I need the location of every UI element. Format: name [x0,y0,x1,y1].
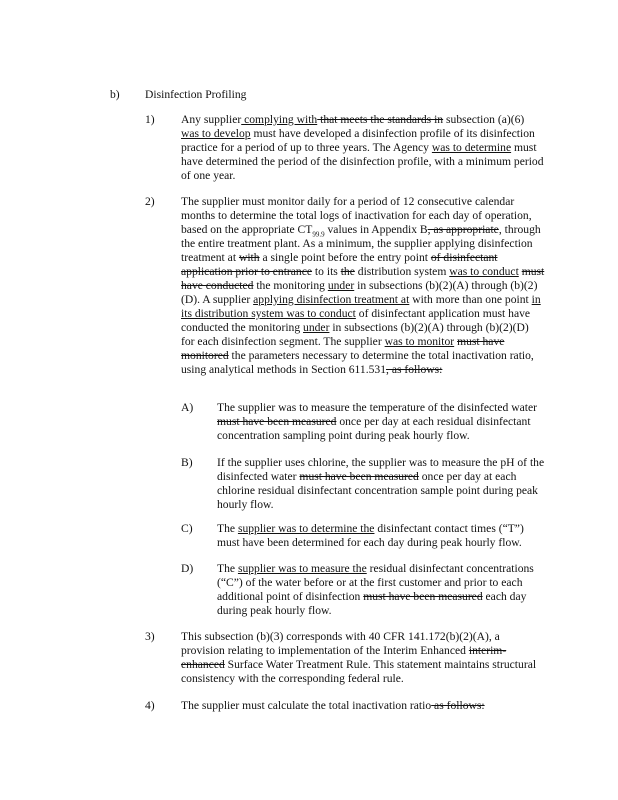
text-run: If the supplier uses chlorine, the supplier was to measure the pH of the disinfected water [217,456,545,483]
deleted-text: must have monitored [181,335,505,362]
inserted-text: under [303,321,330,334]
subitem-number: B) [181,456,193,469]
deleted-text: interim-enhanced [181,644,507,671]
deleted-text: must have conducted [181,265,545,292]
item-number: 3) [145,630,155,643]
text-run: of disinfectant application must have conducted the monitoring [181,307,531,334]
inserted-text: supplier was to determine the [237,522,375,535]
text-run: Any supplier [181,113,242,126]
text-run: once per day at each residual disinfectant concentration sampling point during peak hourly flow. [217,415,531,442]
text-run: Surface Water Treatment Rule. This statement maintains structural consistency with the corresponding federal rule. [181,658,537,685]
text-run: in subsections (b)(2)(A) through (b)(2)(D) for each disinfection segment. The supplier [181,321,529,348]
deleted-text: , as appropriate [427,223,499,236]
inserted-text: was to conduct [449,265,519,278]
subitem-number: D) [181,562,194,575]
item-paragraph [181,630,545,686]
deleted-text: that meets the standards in [317,113,444,126]
section-label: b) [110,88,120,101]
text-run: in subsections (b)(2)(A) through (b)(2)(D). A supplier [181,279,538,306]
deleted-text: of disinfectant application prior to entrance [181,251,498,278]
text-run: values in Appendix B [324,223,428,236]
text-run: the monitoring [253,279,328,292]
subitem-paragraph [217,522,547,550]
text-run: each day during peak hourly flow. [217,590,527,617]
inserted-text: applying disinfection treatment at [253,293,410,306]
text-run: The [217,562,238,575]
text-run: must have developed a disinfection profile of its disinfection practice for a period of up to three years. The Agency [181,127,535,154]
subitem-number: C) [181,522,193,535]
inserted-text: supplier was to measure the [237,562,367,575]
deleted-text: must have been measured [217,415,337,428]
item-number: 2) [145,195,155,208]
text-run: The supplier must monitor daily for a period of 12 consecutive calendar months to determine the total logs of inactivation for each day of operation, based on the appropriate CT [181,195,532,236]
subitem-paragraph [217,562,547,618]
item-paragraph [181,699,545,713]
text-run: The supplier was to measure the temperature of the disinfected water [217,401,537,414]
inserted-text: in its distribution system was to conduct [181,293,541,320]
text-run: This subsection (b)(3) corresponds with 40 CFR 141.172(b)(2)(A), a provision relating to implementation of the Interim Enhanced [181,630,500,657]
text-run: once per day at each chlorine residual disinfectant concentration sample point during peak hourly flow. [217,470,538,511]
subitem-paragraph [217,456,547,512]
deleted-text: must have been measured [363,590,483,603]
subitem-paragraph [217,401,547,443]
item-number: 1) [145,113,155,126]
text-run: residual disinfectant concentrations (“C”) of the water before or at the first customer and prior to each additional point of disinfection [217,562,534,603]
inserted-text: was to monitor [384,335,455,348]
deleted-text: the [340,265,355,278]
text-run: , through the entire treatment plant. As a minimum, the supplier applying disinfection treatment at [181,223,541,264]
inserted-text: was to develop [181,127,251,140]
text-run: The supplier must calculate the total inactivation ratio [181,699,432,712]
inserted-text: was to determine [431,141,512,154]
subitem-number: A) [181,401,194,414]
text-run: with more than one point [409,293,532,306]
text-run: the parameters necessary to determine the total inactivation ratio, using analytical methods in Section 611.531 [181,349,534,376]
deleted-text: with [238,251,260,264]
item-paragraph [181,113,545,183]
text-run: to its [312,265,341,278]
item-paragraph [181,195,545,377]
text-run: disinfectant contact times (“T”) must have been determined for each day during peak hourly flow. [217,522,524,549]
inserted-text: complying with [241,113,318,126]
item-number: 4) [145,699,155,712]
text-run: distribution system [354,265,450,278]
deleted-text: as follows: [431,699,485,712]
text-run: must have determined the period of the disinfection profile, with a minimum period of one year. [181,141,544,182]
text-run: subsection (a)(6) [443,113,525,126]
subscript-text: 99.9 [312,230,325,239]
inserted-text: under [327,279,355,292]
text-run: a single point before the entry point [259,251,431,264]
deleted-text: , as follows: [386,363,443,376]
section-title: Disinfection Profiling [145,88,247,101]
deleted-text: must have been measured [299,470,419,483]
text-run: The [217,522,238,535]
